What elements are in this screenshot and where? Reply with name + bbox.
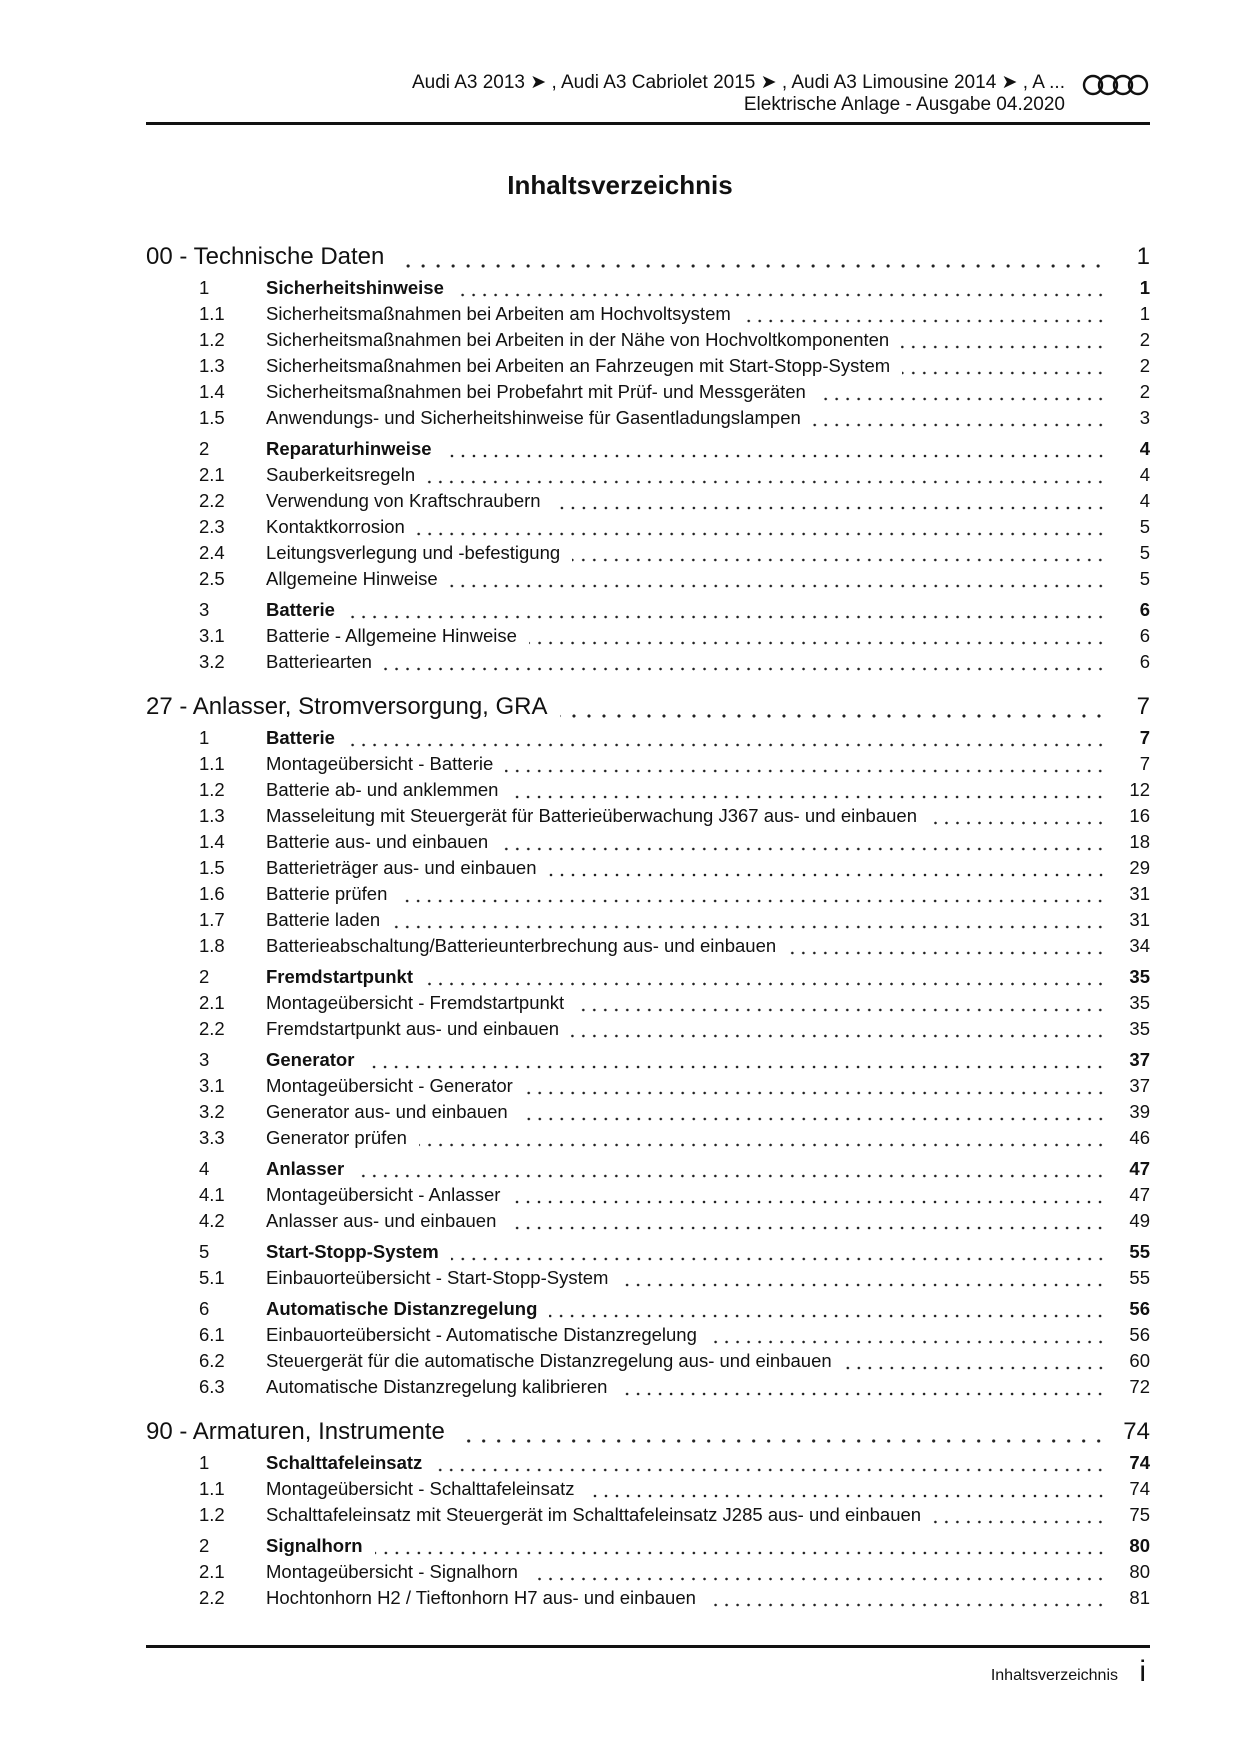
entry-number: 6.1 (199, 1324, 225, 1345)
entry-page: 56 (1129, 1298, 1150, 1319)
header-subtitle: Elektrische Anlage - Ausgabe 04.2020 (743, 94, 1065, 115)
entry-title: Montageübersicht - Anlasser (266, 1184, 501, 1205)
entry-title: Einbauorteübersicht - Start-Stopp-System (266, 1267, 609, 1288)
entry-number: 2.4 (199, 542, 225, 563)
footer-label: Inhaltsverzeichnis (990, 1667, 1118, 1684)
toc-chapter[interactable] (146, 694, 1150, 720)
entry-title: Batterie laden (266, 909, 381, 930)
entry-number: 2.1 (199, 992, 225, 1013)
toc-item[interactable] (146, 1125, 1150, 1151)
dot-leader (347, 615, 1106, 619)
entry-page: 29 (1129, 857, 1150, 878)
entry-number: 4 (199, 1158, 210, 1179)
toc-item[interactable] (146, 353, 1150, 379)
entry-page: 1 (1139, 277, 1150, 298)
entry-number: 4.2 (199, 1210, 225, 1231)
entry-page: 39 (1129, 1101, 1150, 1122)
dot-leader (708, 1603, 1106, 1607)
header-text (412, 72, 1065, 116)
dot-leader (375, 1551, 1106, 1555)
entry-title: Montageübersicht - Signalhorn (266, 1561, 518, 1582)
entry-title: Montageübersicht - Batterie (266, 753, 494, 774)
entry-page: 74 (1123, 1418, 1150, 1445)
entry-page: 80 (1129, 1535, 1150, 1556)
dot-leader (525, 1091, 1106, 1095)
entry-number: 1.6 (199, 883, 225, 904)
entry-page: 37 (1129, 1049, 1150, 1070)
dot-leader (419, 1143, 1106, 1147)
entry-title: Sicherheitsmaßnahmen bei Arbeiten am Hochvoltsystem (266, 303, 731, 324)
entry-number: 1.5 (199, 407, 225, 428)
entry-page: 5 (1139, 568, 1150, 589)
dot-leader (620, 1283, 1106, 1287)
entry-page: 56 (1129, 1324, 1150, 1345)
dot-leader (844, 1366, 1106, 1370)
entry-page: 4 (1139, 490, 1150, 511)
toc-item[interactable] (146, 623, 1150, 649)
toc-item[interactable] (146, 907, 1150, 933)
dot-leader (743, 319, 1106, 323)
entry-title: Batterieträger aus- und einbauen (266, 857, 537, 878)
entry-number: 6 (199, 1298, 210, 1319)
dot-leader (587, 1494, 1106, 1498)
entry-title: Anlasser aus- und einbauen (266, 1210, 497, 1231)
dot-leader (788, 951, 1106, 955)
entry-page: 16 (1129, 805, 1150, 826)
entry-number: 1.3 (199, 805, 225, 826)
entry-page: 31 (1129, 883, 1150, 904)
entry-title: 27 - Anlasser, Stromversorgung, GRA (146, 693, 548, 720)
entry-number: 1.4 (199, 831, 225, 852)
toc-section[interactable] (146, 725, 1150, 751)
entry-number: 1.2 (199, 779, 225, 800)
entry-title: 90 - Armaturen, Instrumente (146, 1418, 445, 1445)
entry-title: Masseleitung mit Steuergerät für Batterieüberwachung J367 aus- und einbauen (266, 805, 917, 826)
dot-leader (450, 584, 1106, 588)
entry-title: Generator aus- und einbauen (266, 1101, 508, 1122)
entry-title: Batterieabschaltung/Batterieunterbrechung aus- und einbauen (266, 935, 777, 956)
dot-leader (529, 641, 1106, 645)
entry-page: 35 (1129, 992, 1150, 1013)
toc-item[interactable] (146, 1265, 1150, 1291)
entry-number: 3 (199, 599, 210, 620)
toc-item[interactable] (146, 1073, 1150, 1099)
entry-page: 74 (1129, 1478, 1150, 1499)
dot-leader (510, 795, 1106, 799)
toc-item[interactable] (146, 803, 1150, 829)
entry-title: Montageübersicht - Generator (266, 1075, 513, 1096)
entry-title: Signalhorn (266, 1535, 363, 1556)
entry-title: Montageübersicht - Fremdstartpunkt (266, 992, 565, 1013)
toc-item[interactable] (146, 855, 1150, 881)
dot-leader (427, 480, 1106, 484)
dot-leader (396, 264, 1106, 268)
entry-number: 2 (199, 438, 210, 459)
entry-page: 47 (1129, 1184, 1150, 1205)
entry-page: 7 (1136, 693, 1150, 720)
entry-title: Automatische Distanzregelung (266, 1298, 538, 1319)
entry-number: 3.1 (199, 1075, 225, 1096)
entry-title: Montageübersicht - Schalttafeleinsatz (266, 1478, 575, 1499)
entry-page: 18 (1129, 831, 1150, 852)
toc-item[interactable] (146, 1585, 1150, 1611)
dot-leader (366, 1065, 1106, 1069)
entry-number: 1.8 (199, 935, 225, 956)
dot-leader (818, 397, 1106, 401)
entry-number: 1.1 (199, 303, 225, 324)
dot-leader (456, 293, 1106, 297)
toc-item[interactable] (146, 1016, 1150, 1042)
entry-page: 1 (1139, 303, 1150, 324)
entry-page: 49 (1129, 1210, 1150, 1231)
entry-title: Sicherheitshinweise (266, 277, 444, 298)
toc-item[interactable] (146, 1208, 1150, 1234)
toc-section[interactable] (146, 1296, 1150, 1322)
entry-number: 1 (199, 727, 210, 748)
dot-leader (530, 1577, 1106, 1581)
entry-title: Kontaktkorrosion (266, 516, 405, 537)
toc-chapter[interactable] (146, 244, 1150, 270)
dot-leader (901, 345, 1106, 349)
dot-leader (392, 925, 1106, 929)
toc-section[interactable] (146, 1450, 1150, 1476)
entry-page: 6 (1139, 625, 1150, 646)
toc-section[interactable] (146, 597, 1150, 623)
entry-title: Generator (266, 1049, 355, 1070)
dot-leader (505, 769, 1106, 773)
toc-item[interactable] (146, 1322, 1150, 1348)
entry-title: Steuergerät für die automatische Distanzregelung aus- und einbauen (266, 1350, 832, 1371)
entry-number: 2.2 (199, 490, 225, 511)
entry-page: 7 (1139, 753, 1150, 774)
dot-leader (572, 558, 1106, 562)
dot-leader (571, 1034, 1106, 1038)
header-models: Audi A3 2013 ➤ , Audi A3 Cabriolet 2015 ➤ , Audi A3 Limousine 2014 ➤ , A ... (411, 72, 1065, 93)
entry-page: 37 (1129, 1075, 1150, 1096)
entry-page: 31 (1129, 909, 1150, 930)
toc-section[interactable] (146, 275, 1150, 301)
entry-title: Batterie aus- und einbauen (266, 831, 489, 852)
dot-leader (384, 667, 1106, 671)
dot-leader (520, 1117, 1106, 1121)
toc-section[interactable] (146, 964, 1150, 990)
toc-item[interactable] (146, 1559, 1150, 1585)
dot-leader (933, 1520, 1106, 1524)
entry-number: 3.2 (199, 1101, 225, 1122)
entry-number: 3 (199, 1049, 210, 1070)
entry-page: 60 (1129, 1350, 1150, 1371)
entry-page: 6 (1139, 651, 1150, 672)
entry-page: 4 (1139, 438, 1150, 459)
entry-number: 2.5 (199, 568, 225, 589)
dot-leader (451, 1257, 1106, 1261)
entry-page: 7 (1139, 727, 1150, 748)
entry-page: 74 (1129, 1452, 1150, 1473)
toc-item[interactable] (146, 566, 1150, 592)
dot-leader (549, 1314, 1106, 1318)
entry-title: Allgemeine Hinweise (266, 568, 438, 589)
toc-item[interactable] (146, 1099, 1150, 1125)
entry-page: 2 (1139, 381, 1150, 402)
entry-title: Batterie (266, 727, 335, 748)
toc-item[interactable] (146, 379, 1150, 405)
entry-page: 72 (1129, 1376, 1150, 1397)
entry-page: 35 (1129, 1018, 1150, 1039)
entry-number: 2 (199, 1535, 210, 1556)
page-header (146, 72, 1150, 125)
toc-section[interactable] (146, 1047, 1150, 1073)
dot-leader (399, 899, 1106, 903)
entry-number: 1.4 (199, 381, 225, 402)
toc-item[interactable] (146, 881, 1150, 907)
toc-section[interactable] (146, 436, 1150, 462)
footer-divider (146, 1645, 1150, 1648)
page-title: Inhaltsverzeichnis (507, 170, 733, 200)
entry-number: 3.2 (199, 651, 225, 672)
entry-title: Einbauorteübersicht - Automatische Distanzregelung (266, 1324, 697, 1345)
entry-page: 1 (1136, 243, 1150, 270)
entry-number: 2.2 (199, 1018, 225, 1039)
entry-title: Leitungsverlegung und -befestigung (266, 542, 561, 563)
dot-leader (619, 1392, 1106, 1396)
entry-title: Fremdstartpunkt aus- und einbauen (266, 1018, 560, 1039)
entry-number: 2.1 (199, 464, 225, 485)
entry-title: Batterie - Allgemeine Hinweise (266, 625, 517, 646)
entry-page: 6 (1139, 599, 1150, 620)
entry-title: Start-Stopp-System (266, 1241, 439, 1262)
toc-item[interactable] (146, 488, 1150, 514)
entry-title: Automatische Distanzregelung kalibrieren (266, 1376, 608, 1397)
entry-page: 46 (1129, 1127, 1150, 1148)
toc-item[interactable] (146, 1476, 1150, 1502)
audi-rings-logo-icon (1082, 74, 1150, 96)
dot-leader (457, 1439, 1106, 1443)
entry-number: 1.2 (199, 329, 225, 350)
toc-item[interactable] (146, 649, 1150, 675)
toc-item[interactable] (146, 514, 1150, 540)
entry-page: 55 (1129, 1267, 1150, 1288)
entry-title: Sicherheitsmaßnahmen bei Arbeiten an Fahrzeugen mit Start-Stopp-System (266, 355, 891, 376)
entry-number: 2 (199, 966, 210, 987)
toc-item[interactable] (146, 990, 1150, 1016)
entry-number: 1.5 (199, 857, 225, 878)
dot-leader (444, 454, 1106, 458)
toc-item[interactable] (146, 462, 1150, 488)
entry-title: Batterie (266, 599, 335, 620)
entry-number: 6.3 (199, 1376, 225, 1397)
footer-page-number: i (1139, 1655, 1146, 1688)
entry-number: 3.3 (199, 1127, 225, 1148)
entry-page: 80 (1129, 1561, 1150, 1582)
entry-title: Sicherheitsmaßnahmen bei Arbeiten in der Nähe von Hochvoltkomponenten (266, 329, 890, 350)
entry-title: Sauberkeitsregeln (266, 464, 416, 485)
dot-leader (553, 506, 1106, 510)
dot-leader (500, 847, 1106, 851)
toc-item[interactable] (146, 829, 1150, 855)
toc-chapter[interactable] (146, 1419, 1150, 1445)
toc-item[interactable] (146, 751, 1150, 777)
entry-page: 3 (1139, 407, 1150, 428)
dot-leader (347, 743, 1106, 747)
entry-number: 4.1 (199, 1184, 225, 1205)
entry-number: 1.2 (199, 1504, 225, 1525)
entry-number: 1.3 (199, 355, 225, 376)
entry-page: 81 (1129, 1587, 1150, 1608)
entry-page: 5 (1139, 516, 1150, 537)
entry-title: Anwendungs- und Sicherheitshinweise für Gasentladungslampen (266, 407, 801, 428)
entry-title: Generator prüfen (266, 1127, 407, 1148)
entry-page: 2 (1139, 329, 1150, 350)
dot-leader (549, 873, 1107, 877)
entry-page: 2 (1139, 355, 1150, 376)
entry-page: 75 (1129, 1504, 1150, 1525)
entry-title: 00 - Technische Daten (146, 243, 385, 270)
entry-number: 6.2 (199, 1350, 225, 1371)
entry-number: 1.1 (199, 753, 225, 774)
entry-page: 4 (1139, 464, 1150, 485)
entry-page: 34 (1129, 935, 1150, 956)
toc-item[interactable] (146, 777, 1150, 803)
entry-number: 2.1 (199, 1561, 225, 1582)
toc-item[interactable] (146, 327, 1150, 353)
entry-number: 1 (199, 277, 210, 298)
entry-title: Batterie ab- und anklemmen (266, 779, 499, 800)
dot-leader (902, 371, 1106, 375)
toc-item[interactable] (146, 1502, 1150, 1528)
toc-section[interactable] (146, 1156, 1150, 1182)
entry-number: 5.1 (199, 1267, 225, 1288)
dot-leader (576, 1008, 1106, 1012)
entry-page: 55 (1129, 1241, 1150, 1262)
entry-title: Hochtonhorn H2 / Tieftonhorn H7 aus- und einbauen (266, 1587, 696, 1608)
toc-section[interactable] (146, 1533, 1150, 1559)
dot-leader (417, 532, 1106, 536)
entry-title: Sicherheitsmaßnahmen bei Probefahrt mit Prüf- und Messgeräten (266, 381, 806, 402)
toc-item[interactable] (146, 1348, 1150, 1374)
entry-number: 1.7 (199, 909, 225, 930)
toc-item[interactable] (146, 933, 1150, 959)
entry-page: 47 (1129, 1158, 1150, 1179)
toc-section[interactable] (146, 1239, 1150, 1265)
entry-title: Batteriearten (266, 651, 372, 672)
entry-title: Schalttafeleinsatz (266, 1452, 423, 1473)
entry-title: Verwendung von Kraftschraubern (266, 490, 541, 511)
entry-title: Batterie prüfen (266, 883, 388, 904)
entry-page: 35 (1129, 966, 1150, 987)
entry-number: 5 (199, 1241, 210, 1262)
toc-item[interactable] (146, 1182, 1150, 1208)
entry-number: 1.1 (199, 1478, 225, 1499)
dot-leader (512, 1200, 1106, 1204)
dot-leader (425, 982, 1106, 986)
entry-title: Reparaturhinweise (266, 438, 432, 459)
dot-leader (813, 423, 1106, 427)
toc-item[interactable] (146, 301, 1150, 327)
dot-leader (560, 714, 1106, 718)
toc-item[interactable] (146, 540, 1150, 566)
entry-page: 12 (1129, 779, 1150, 800)
entry-page: 5 (1139, 542, 1150, 563)
table-of-contents (146, 244, 1150, 1611)
dot-leader (929, 821, 1106, 825)
dot-leader (434, 1468, 1106, 1472)
entry-number: 3.1 (199, 625, 225, 646)
dot-leader (508, 1226, 1106, 1230)
dot-leader (356, 1174, 1106, 1178)
toc-item[interactable] (146, 405, 1150, 431)
entry-title: Fremdstartpunkt (266, 966, 413, 987)
entry-title: Anlasser (266, 1158, 345, 1179)
entry-number: 2.2 (199, 1587, 225, 1608)
entry-number: 1 (199, 1452, 210, 1473)
entry-title: Schalttafeleinsatz mit Steuergerät im Schalttafeleinsatz J285 aus- und einbauen (266, 1504, 922, 1525)
entry-number: 2.3 (199, 516, 225, 537)
dot-leader (709, 1340, 1106, 1344)
toc-item[interactable] (146, 1374, 1150, 1400)
